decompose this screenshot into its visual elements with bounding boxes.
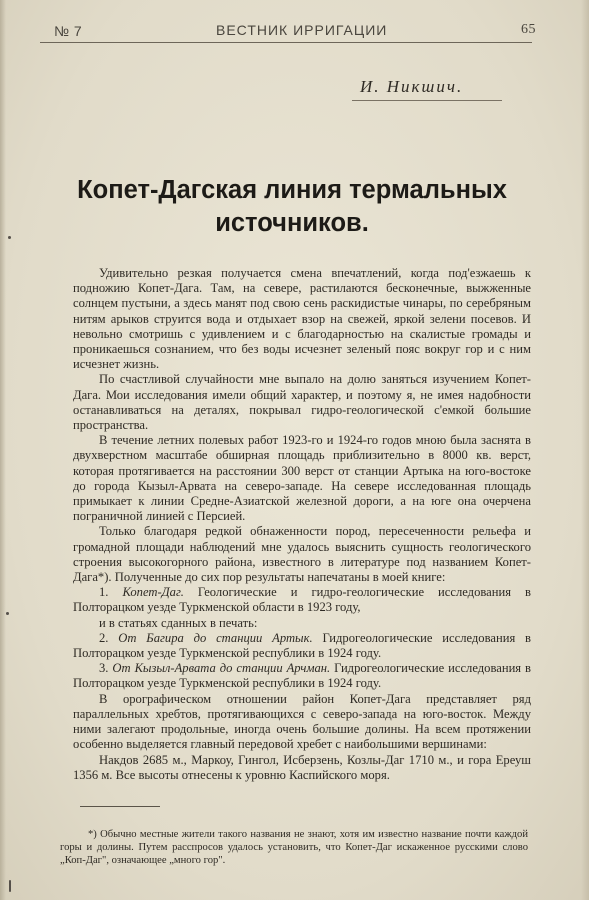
work-description: Гидрогеологические исследования в Полторацком уезде Туркменской республики в 1924 году. (73, 630, 531, 661)
work-number: 1. (99, 585, 109, 600)
page-edge-shadow-left (0, 0, 6, 900)
work-description: Гидрогеологические исследования в Полторацком уезде Туркменской республики в 1924 году. (73, 661, 532, 691)
page-edge-shadow-right (581, 0, 589, 900)
article-body (73, 266, 531, 783)
paragraph: Только благодаря редкой обнаженности пород, пересеченности рельефа и громадной площади наблюдений мне удалось выяснить сущность геологического строения высокогорного района, известного в литературе под названием Копет-Дага*). Полученные до сих пор результаты напечатаны в моей книге: (73, 524, 531, 585)
header-rule (40, 42, 532, 43)
footnote-text: *) Обычно местные жители такого названия не знают, хотя им известно название почти каждой горы и долины. Путем расспросов удалось установить, что Копет-Даг искаженное русскими слово „Коп-Даг", означающее „много гор". (60, 829, 528, 867)
paper-speck (6, 612, 9, 615)
title-line-1: Копет-Дагская линия термальных (77, 176, 507, 204)
work-description: Геологические и гидро-геологические исследования в Полторацком уезде Туркменской области в 1923 году, (73, 585, 531, 615)
work-number: 2. (99, 630, 109, 645)
author-underline (352, 100, 502, 101)
page-number: 65 (521, 22, 536, 37)
section-note: и в статьях сданных в печать: (99, 615, 258, 630)
paragraph: Накдов 2685 м., Маркоу, Гингол, Исберзень, Козлы-Даг 1710 м., и гора Ереуш 1356 м. Все высоты отнесены к уровню Каспийского моря. (73, 752, 531, 782)
author-name: И. Никшич. (360, 77, 464, 96)
journal-title: ВЕСТНИК ИРРИГАЦИИ (216, 22, 388, 38)
work-item (73, 661, 531, 691)
paper-speck (9, 880, 11, 892)
article-title (52, 174, 532, 240)
footnote-rule (80, 806, 160, 807)
paper-speck (8, 236, 11, 239)
work-title: Копет-Даг. (122, 585, 184, 600)
work-item (73, 631, 531, 661)
paragraph: В орографическом отношении район Копет-Дага представляет ряд параллельных хребтов, протягивающихся с северо-запада на юго-восток. Между ними залегают продольные, иногда очень большие долины. На всем протяжении особенно выделяется главный передовой хребет с наибольшими вершинами: (73, 691, 531, 752)
work-title: От Багира до станции Артык. (118, 630, 313, 645)
running-header (40, 20, 536, 42)
title-line-2: источников. (215, 209, 369, 237)
work-item (73, 585, 531, 615)
work-title: От Кызыл-Арвата до станции Арчман. (112, 661, 331, 676)
paragraph: В течение летних полевых работ 1923-го и 1924-го годов мною была заснята в двухверстном масштабе обширная площадь приблизительно в 8000 кв. верст, которая протягивается на расстоянии 300 верст от станции Артыка на юго-востоке до города Кызыл-Арвата на северо-западе. На севере исследованная площадь примыкает к линии Средне-Азиатской железной дороги, а на юге она очерчена пограничной линией с Персией. (73, 433, 531, 524)
paragraph: По счастливой случайности мне выпало на долю заняться изучением Копет-Дага. Мои исследования имели общий характер, и поэтому я, не имея надобности останавливаться на деталях, покрывал гидро-геологической с'емкой большие пространства. (73, 372, 531, 433)
paragraph: Удивительно резкая получается смена впечатлений, когда под'езжаешь к подножию Копет-Дага. Там, на севере, растилаются бесконечные, выжженные солнцем пустыни, а здесь манят под свою сень раскидистые чинары, по серебряным нитям арыков струится вода и отдыхает взор на свежей, яркой зелени посевов. И невольно смотришь с удивлением и с благодарностью на скалистые громады и проникаешься сознанием, что без воды исчезнет зеленый пояс вокруг гор и с ним исчезнет жизнь. (73, 266, 531, 372)
issue-number: № 7 (54, 23, 83, 39)
work-number: 3. (99, 661, 109, 676)
footnote (60, 828, 528, 868)
